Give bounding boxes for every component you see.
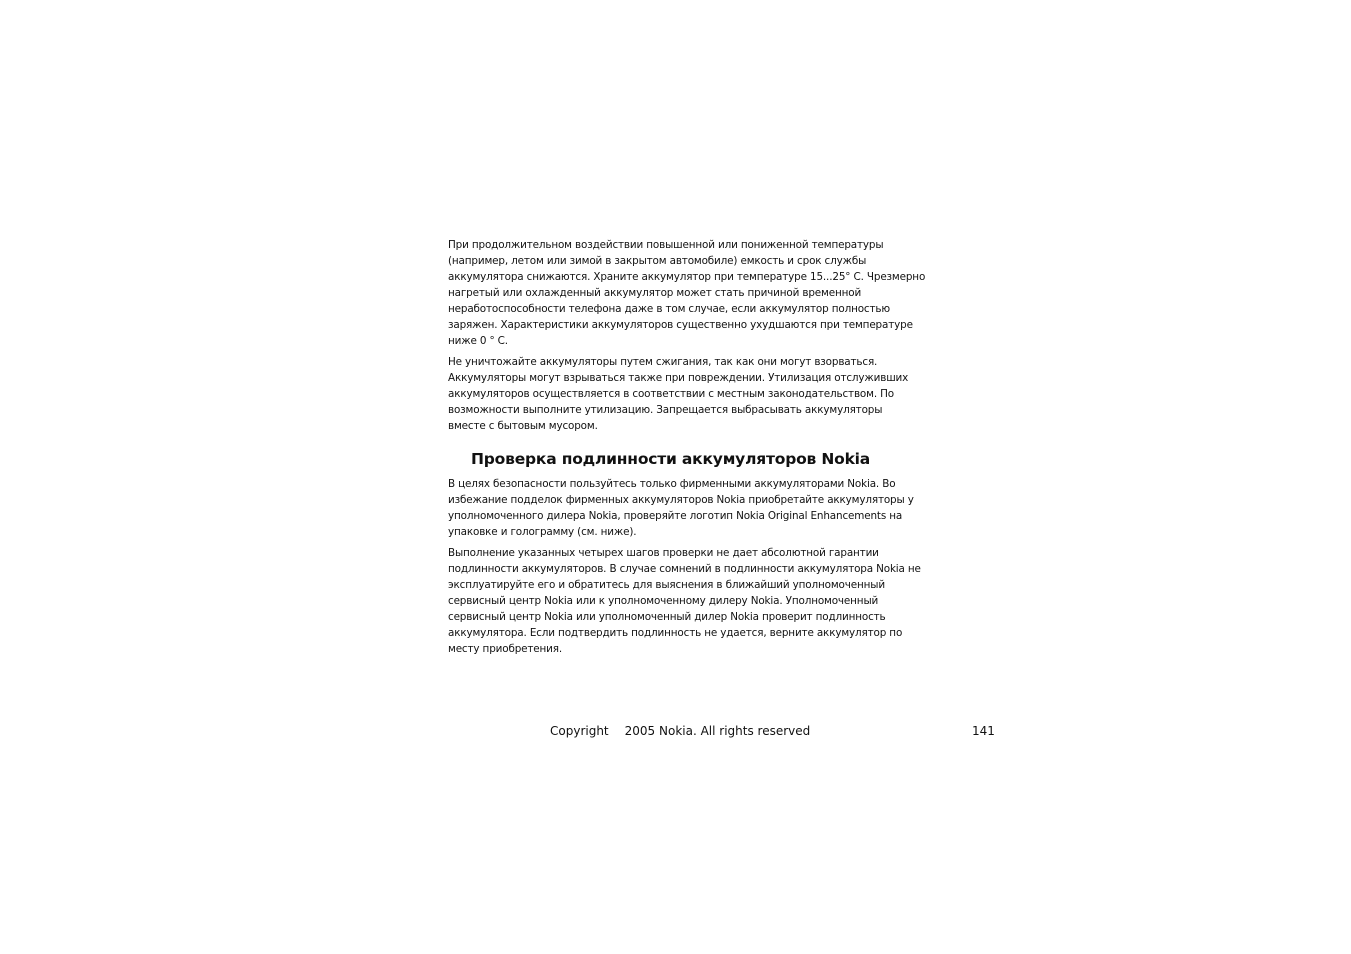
- text-line: В целях безопасности пользуйтесь только фирменными аккумуляторами Nokia. Во: [448, 478, 896, 490]
- footer-copyright: [550, 723, 810, 739]
- text-line: упаковке и голограмму (см. ниже).: [448, 526, 637, 538]
- paragraph-authenticity: [448, 476, 914, 540]
- text-line: Не уничтожайте аккумуляторы путем сжигания, так как они могут взорваться.: [448, 356, 878, 368]
- text-line: неработоспособности телефона даже в том случае, если аккумулятор полностью: [448, 303, 890, 315]
- paragraph-verification: [448, 545, 921, 657]
- text-line: эксплуатируйте его и обратитесь для выяснения в ближайший уполномоченный: [448, 579, 885, 591]
- text-line: сервисный центр Nokia или уполномоченный дилер Nokia проверит подлинность: [448, 611, 886, 623]
- paragraph-temperature: [448, 237, 926, 349]
- text-line: месту приобретения.: [448, 643, 563, 655]
- text-line: При продолжительном воздействии повышенной или пониженной температуры: [448, 239, 884, 251]
- text-line: вместе с бытовым мусором.: [448, 420, 598, 432]
- text-line: (например, летом или зимой в закрытом автомобиле) емкость и срок службы: [448, 255, 867, 267]
- text-line: Выполнение указанных четырех шагов проверки не дает абсолютной гарантии: [448, 547, 879, 559]
- text-line: аккумулятора. Если подтвердить подлинность не удается, верните аккумулятор по: [448, 627, 903, 639]
- text-line: избежание подделок фирменных аккумуляторов Nokia приобретайте аккумуляторы у: [448, 494, 914, 506]
- text-line: аккумуляторов осуществляется в соответствии с местным законодательством. По: [448, 388, 895, 400]
- copyright-text: 2005 Nokia. All rights reserved: [624, 724, 811, 738]
- page-content: [448, 237, 926, 657]
- text-line: Аккумуляторы могут взрываться также при повреждении. Утилизация отслуживших: [448, 372, 909, 384]
- text-line: аккумулятора снижаются. Храните аккумулятор при температуре 15...25° C. Чрезмерно: [448, 271, 926, 283]
- text-line: уполномоченного дилера Nokia, проверяйте логотип Nokia Original Enhancements на: [448, 510, 903, 522]
- text-line: сервисный центр Nokia или к уполномоченному дилеру Nokia. Уполномоченный: [448, 595, 879, 607]
- paragraph-disposal: [448, 354, 909, 434]
- copyright-label: Copyright: [550, 724, 609, 738]
- text-line: подлинности аккумуляторов. В случае сомнений в подлинности аккумулятора Nokia не: [448, 563, 921, 575]
- text-line: возможности выполните утилизацию. Запрещается выбрасывать аккумуляторы: [448, 404, 883, 416]
- page-number: 141: [972, 724, 995, 738]
- text-line: нагретый или охлажденный аккумулятор может стать причиной временной: [448, 287, 862, 299]
- text-line: ниже 0 ° C.: [448, 335, 508, 347]
- section-heading: Проверка подлинности аккумуляторов Nokia: [471, 450, 871, 468]
- text-line: заряжен. Характеристики аккумуляторов существенно ухудшаются при температуре: [448, 319, 913, 331]
